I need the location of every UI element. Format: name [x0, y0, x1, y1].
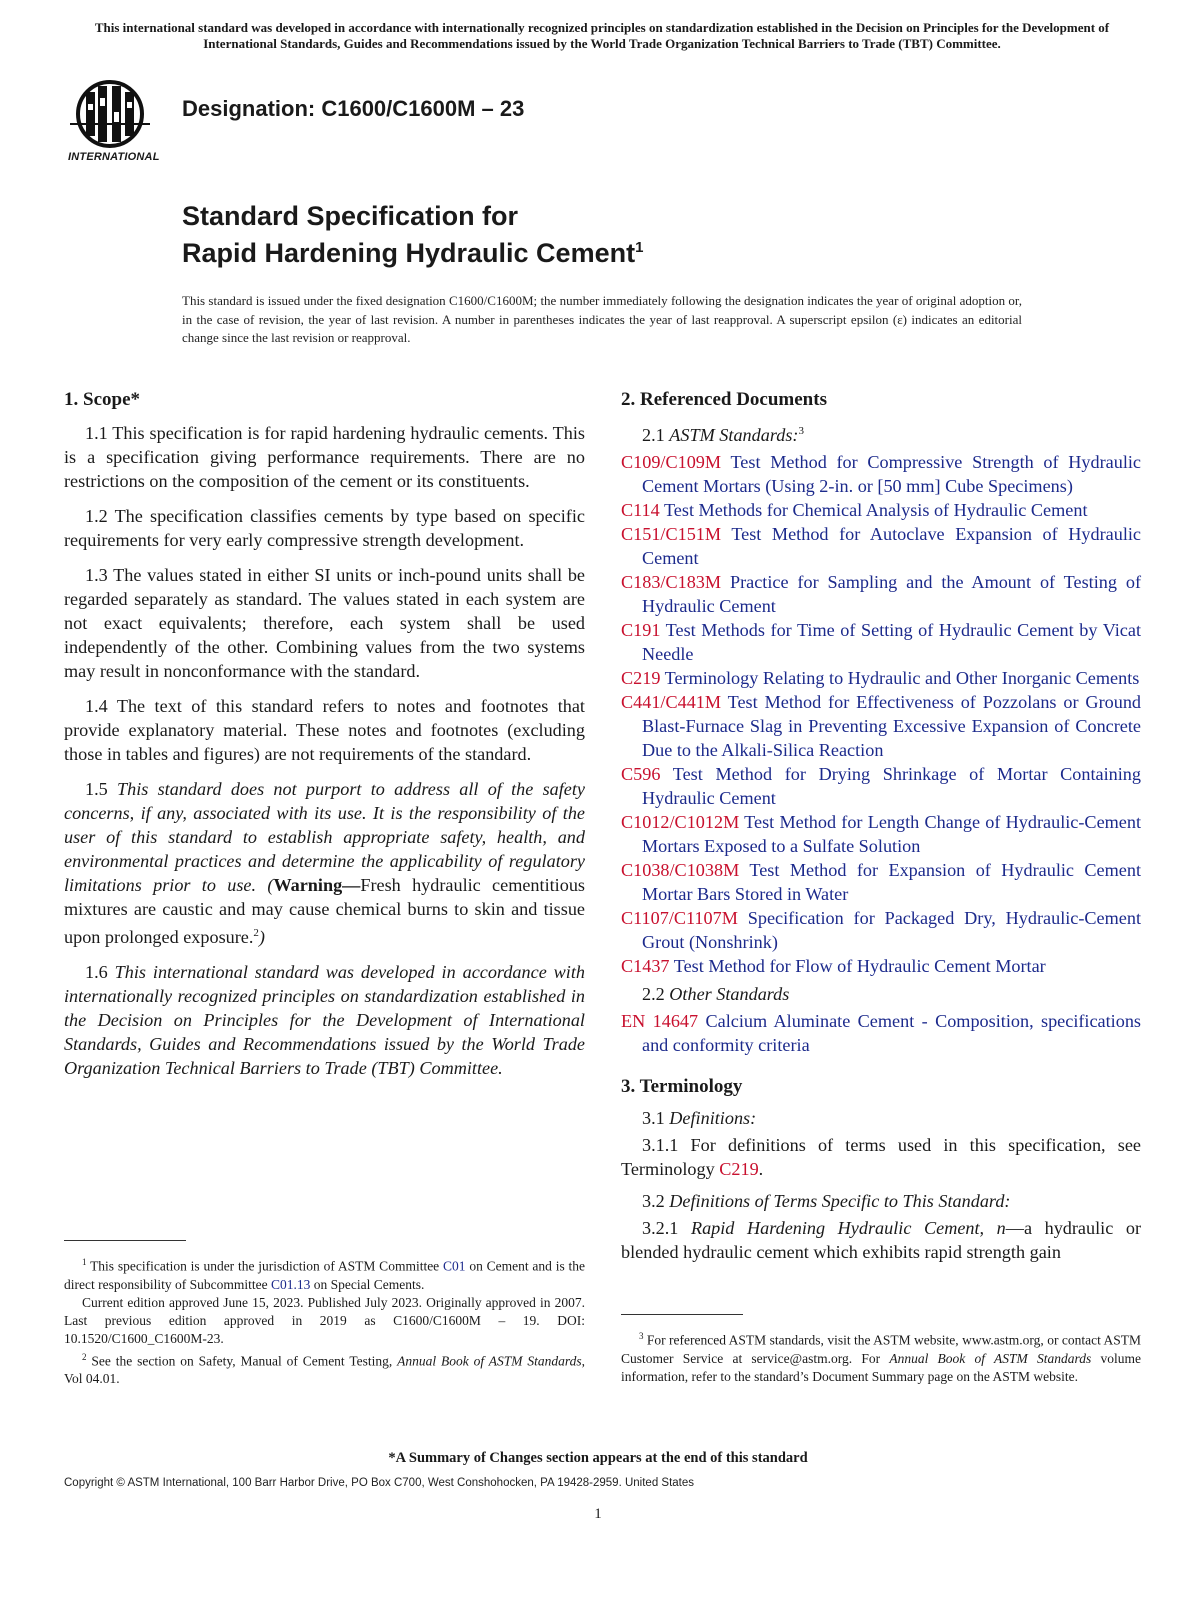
terminology-3-1-1: 3.1.1 For definitions of terms used in this specification, see Terminology C219. [621, 1135, 1141, 1180]
scope-1-4: 1.4 The text of this standard refers to notes and footnotes that provide explanatory material. These notes and footnotes (excluding those in tables and figures) are not requirements of the standard. [64, 696, 585, 764]
footnote-ref-3[interactable]: 3 [798, 425, 804, 437]
footnote-3: $^3$ For referenced ASTM standards, visit the ASTM website, www.astm.org, or contact ASTM Customer Service at service@astm.org. For Annual Book of ASTM Standards volume information, refer to the standard’s Document Summary page on the ASTM website. [621, 1331, 1142, 1384]
footnotes-right [621, 1314, 1141, 1386]
scope-1-1: 1.1 This specification is for rapid hardening hydraulic cements. This is a specification giving performance requirements. There are no restrictions on the composition of the cement or its constituents. [64, 423, 585, 491]
footnote-ref-2[interactable]: 2 [253, 927, 259, 939]
left-column [64, 388, 585, 1091]
reference-title-link[interactable]: Calcium Aluminate Cement - Composition, specifications and conformity criteria [642, 1011, 1141, 1056]
reference-title-link[interactable]: Test Method for Effectiveness of Pozzolans or Ground Blast-Furnace Slag in Preventing Excessive Expansion of Concrete Due to the Alkali-Silica Reaction [642, 692, 1142, 761]
reference-code-link[interactable]: C1107/C1107M [621, 908, 738, 929]
definitions-label: 3.1 Definitions: [642, 1108, 757, 1129]
reference-code-link[interactable]: C109/C109M [621, 452, 722, 473]
footnote-1: $^1$ This specification is under the jurisdiction of ASTM Committee C01 on Cement and is the direct responsibility of Subcommittee C01.13 on Special Cements. [64, 1257, 586, 1292]
reference-item [621, 858, 1141, 906]
terminology-3-2-1: 3.2.1 Rapid Hardening Hydraulic Cement, n—a hydraulic or blended hydraulic cement which exhibits rapid strength gain [621, 1218, 1142, 1263]
reference-title-link[interactable]: Test Method for Length Change of Hydraulic-Cement Mortars Exposed to a Sulfate Solution [642, 812, 1142, 857]
reference-item [621, 954, 1141, 978]
reference-title-link[interactable]: Test Method for Autoclave Expansion of Hydraulic Cement [642, 524, 1141, 569]
reference-title-link[interactable]: Test Method for Flow of Hydraulic Cement Mortar [673, 956, 1046, 977]
reference-item [621, 1009, 1141, 1057]
reference-title-link[interactable]: Specification for Packaged Dry, Hydraulic-Cement Grout (Nonshrink) [642, 908, 1141, 953]
reference-code-link[interactable]: C596 [621, 764, 661, 785]
designation: Designation: C1600/C1600M – 23 [182, 96, 525, 121]
title-footnote-mark[interactable]: 1 [635, 239, 644, 256]
reference-code-link[interactable]: C114 [621, 500, 660, 521]
reference-code-link[interactable]: C1012/C1012M [621, 812, 740, 833]
specific-terms-label: 3.2 Definitions of Terms Specific to This Standard: [642, 1191, 1011, 1212]
reference-item [621, 690, 1141, 762]
document-title [182, 200, 643, 269]
reference-item [621, 522, 1141, 570]
page-number: 1 [594, 1506, 602, 1522]
copyright: Copyright © ASTM International, 100 Barr Harbor Drive, PO Box C700, West Conshohocken, PA 19428-2959. United States [64, 1477, 695, 1489]
issue-note: This standard is issued under the fixed designation C1600/C1600M; the number immediately following the designation indicates the year of original adoption or, in the case of revision, the year of last revision. A number in parentheses indicates the year of last reapproval. A superscript epsilon (ε) indicates an editorial change since the last revision or reapproval. [182, 293, 1022, 345]
reference-item [621, 666, 1141, 690]
reference-item [621, 450, 1141, 498]
reference-list [621, 450, 1141, 978]
reference-code-link[interactable]: C183/C183M [621, 572, 722, 593]
reference-code-link[interactable]: C1038/C1038M [621, 860, 740, 881]
footnote-1-edition: Current edition approved June 15, 2023. Published July 2023. Originally approved in 2007. Last previous edition approved in 2019 as C1600/C1600M – 19. DOI: 10.1520/C1600_C1600M-23. [64, 1294, 585, 1346]
footnote-2: $^2$ See the section on Safety, Manual of Cement Testing, Annual Book of ASTM Standards, Vol 04.01. [64, 1351, 585, 1386]
right-column [621, 388, 1141, 1275]
reference-title-link[interactable]: Test Methods for Chemical Analysis of Hydraulic Cement [663, 500, 1088, 521]
scope-heading: 1. Scope* [64, 389, 140, 410]
reference-code-link[interactable]: C441/C441M [621, 692, 722, 713]
c01-link[interactable]: C01 [443, 1258, 466, 1274]
reference-item [621, 810, 1141, 858]
terminology-heading: 3. Terminology [621, 1076, 743, 1098]
reference-item [621, 762, 1141, 810]
reference-code-link[interactable]: C151/C151M [621, 524, 722, 545]
references-heading: 2. Referenced Documents [621, 389, 827, 410]
reference-title-link[interactable]: Test Method for Drying Shrinkage of Mortar Containing Hydraulic Cement [642, 764, 1141, 809]
reference-code-link[interactable]: C219 [621, 668, 661, 689]
other-reference-list [621, 1009, 1141, 1057]
reference-item [621, 618, 1141, 666]
reference-title-link[interactable]: Test Methods for Time of Setting of Hydraulic Cement by Vicat Needle [642, 620, 1141, 665]
warning-label: Warning— [273, 875, 361, 895]
reference-item [621, 570, 1141, 618]
title-line-1: Standard Specification for [182, 201, 519, 231]
reference-title-link[interactable]: Test Method for Expansion of Hydraulic Cement Mortar Bars Stored in Water [642, 860, 1141, 905]
title-line-2: Rapid Hardening Hydraulic Cement$^1$ [182, 238, 644, 268]
reference-item [621, 498, 1141, 522]
top-notice: This international standard was developed in accordance with internationally recognized principles on standardization established in the Decision on Principles for the Development of International Standards, Guides and Recommendations issued by the World Trade Organization Technical Barriers to Trade (TBT) Committee. [94, 20, 1110, 51]
summary-of-changes-note: *A Summary of Changes section appears at the end of this standard [388, 1450, 808, 1466]
footnotes-left [64, 1240, 585, 1388]
astm-standards-label: 2.1 ASTM Standards:$^3$ [642, 425, 804, 446]
reference-code-link[interactable]: EN 14647 [621, 1011, 699, 1032]
scope-1-3: 1.3 The values stated in either SI units or inch-pound units shall be regarded separately as standard. The values stated in each system are not exact equivalents; therefore, each system shall be used independently of the other. Combining values from the two systems may result in nonconformance with the standard. [64, 565, 585, 681]
c219-link[interactable]: C219 [719, 1159, 759, 1180]
reference-title-link[interactable]: Terminology Relating to Hydraulic and Other Inorganic Cements [664, 668, 1140, 689]
scope-1-6: 1.6 This international standard was developed in accordance with internationally recognized principles on standardization established in the Decision on Principles for the Development of International Standards, Guides and Recommendations issued by the World Trade Organization Technical Barriers to Trade (TBT) Committee. [64, 962, 586, 1079]
reference-code-link[interactable]: C1437 [621, 956, 670, 977]
reference-code-link[interactable]: C191 [621, 620, 661, 641]
logo-caption: INTERNATIONAL [68, 151, 160, 163]
reference-title-link[interactable]: Test Method for Compressive Strength of Hydraulic Cement Mortars (Using 2-in. or [50 mm] Cube Specimens) [642, 452, 1142, 497]
scope-1-5: 1.5 This standard does not purport to address all of the safety concerns, if any, associated with its use. It is the responsibility of the user of this standard to establish appropriate safety, health, and environmental practices and determine the applicability of regulatory limitations prior to use. (Warning—Fresh hydraulic cementitious mixtures are caustic and may cause chemical burns to skin and tissue upon prolonged exposure.$^2$) [64, 779, 585, 948]
other-standards-label: 2.2 Other Standards [642, 984, 790, 1005]
c01-13-link[interactable]: C01.13 [270, 1276, 311, 1292]
reference-item [621, 906, 1141, 954]
reference-title-link[interactable]: Practice for Sampling and the Amount of Testing of Hydraulic Cement [642, 572, 1142, 617]
scope-1-2: 1.2 The specification classifies cements by type based on specific requirements for very early compressive strength development. [64, 506, 585, 550]
